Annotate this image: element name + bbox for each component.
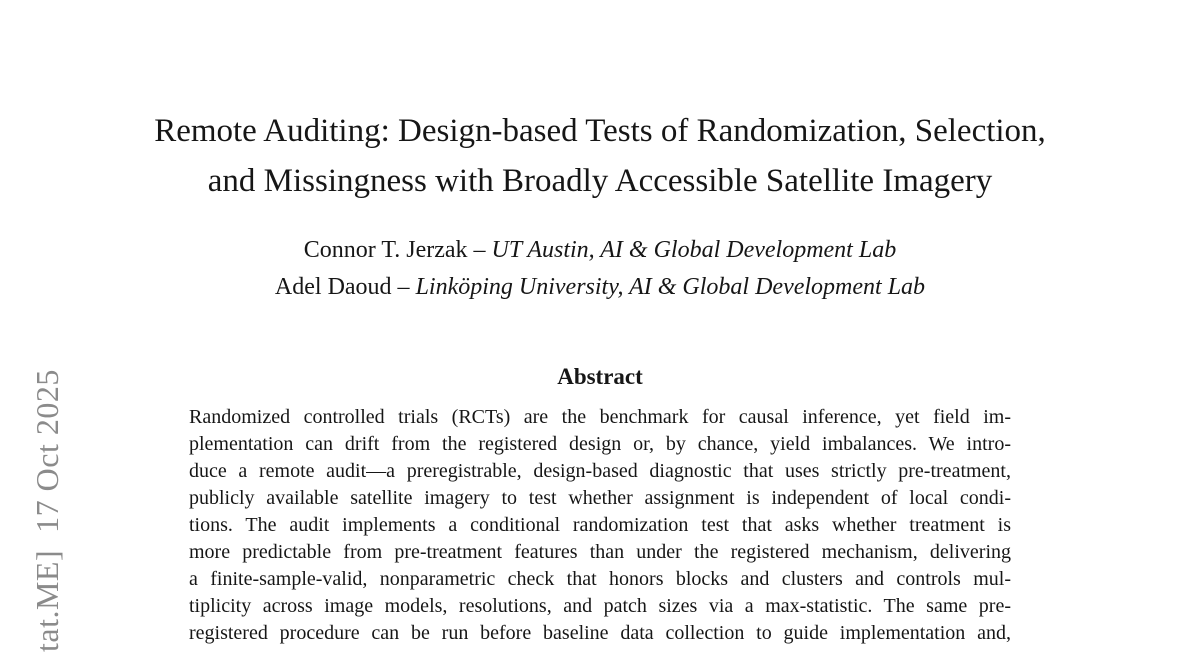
- paper-title: [0, 106, 1200, 206]
- abstract-line: tions. The audit implements a conditional randomization test that asks whether treatment is: [189, 514, 1011, 536]
- abstract-line: publicly available satellite imagery to test whether assignment is independent of local condi-: [189, 487, 1011, 509]
- author-1-affiliation: UT Austin, AI & Global Development Lab: [491, 237, 897, 263]
- abstract-line: more predictable from pre-treatment features than under the registered mechanism, delivering: [189, 541, 1011, 563]
- author-2-name: Adel Daoud –: [274, 274, 410, 300]
- abstract-line: duce a remote audit—a preregistrable, design-based diagnostic that uses strictly pre-treatment,: [189, 460, 1011, 482]
- paper-title-line-2: and Missingness with Broadly Accessible Satellite Imagery: [207, 163, 993, 199]
- paper-title-line-1: Remote Auditing: Design-based Tests of Randomization, Selection,: [154, 113, 1046, 149]
- abstract-line: registered procedure can be run before baseline data collection to guide implementation and,: [189, 622, 1011, 644]
- author-block: [0, 232, 1200, 306]
- author-1-name: Connor T. Jerzak –: [303, 237, 486, 263]
- abstract-line: Randomized controlled trials (RCTs) are the benchmark for causal inference, yet field im-: [189, 406, 1011, 428]
- abstract-line: plementation can drift from the registered design or, by chance, yield imbalances. We intro-: [189, 433, 1011, 455]
- abstract-heading: Abstract: [557, 364, 643, 389]
- author-line-2: [0, 269, 1200, 306]
- abstract-line: a finite-sample-valid, nonparametric check that honors blocks and clusters and controls mul-: [189, 568, 1011, 590]
- arxiv-watermark: tat.ME] 17 Oct 2025: [29, 369, 65, 652]
- author-line-1: [0, 232, 1200, 269]
- abstract-line: tiplicity across image models, resolutions, and patch sizes via a max-statistic. The same pre-: [189, 595, 1011, 617]
- author-2-affiliation: Linköping University, AI & Global Development Lab: [415, 274, 926, 300]
- abstract-text: [189, 404, 1011, 647]
